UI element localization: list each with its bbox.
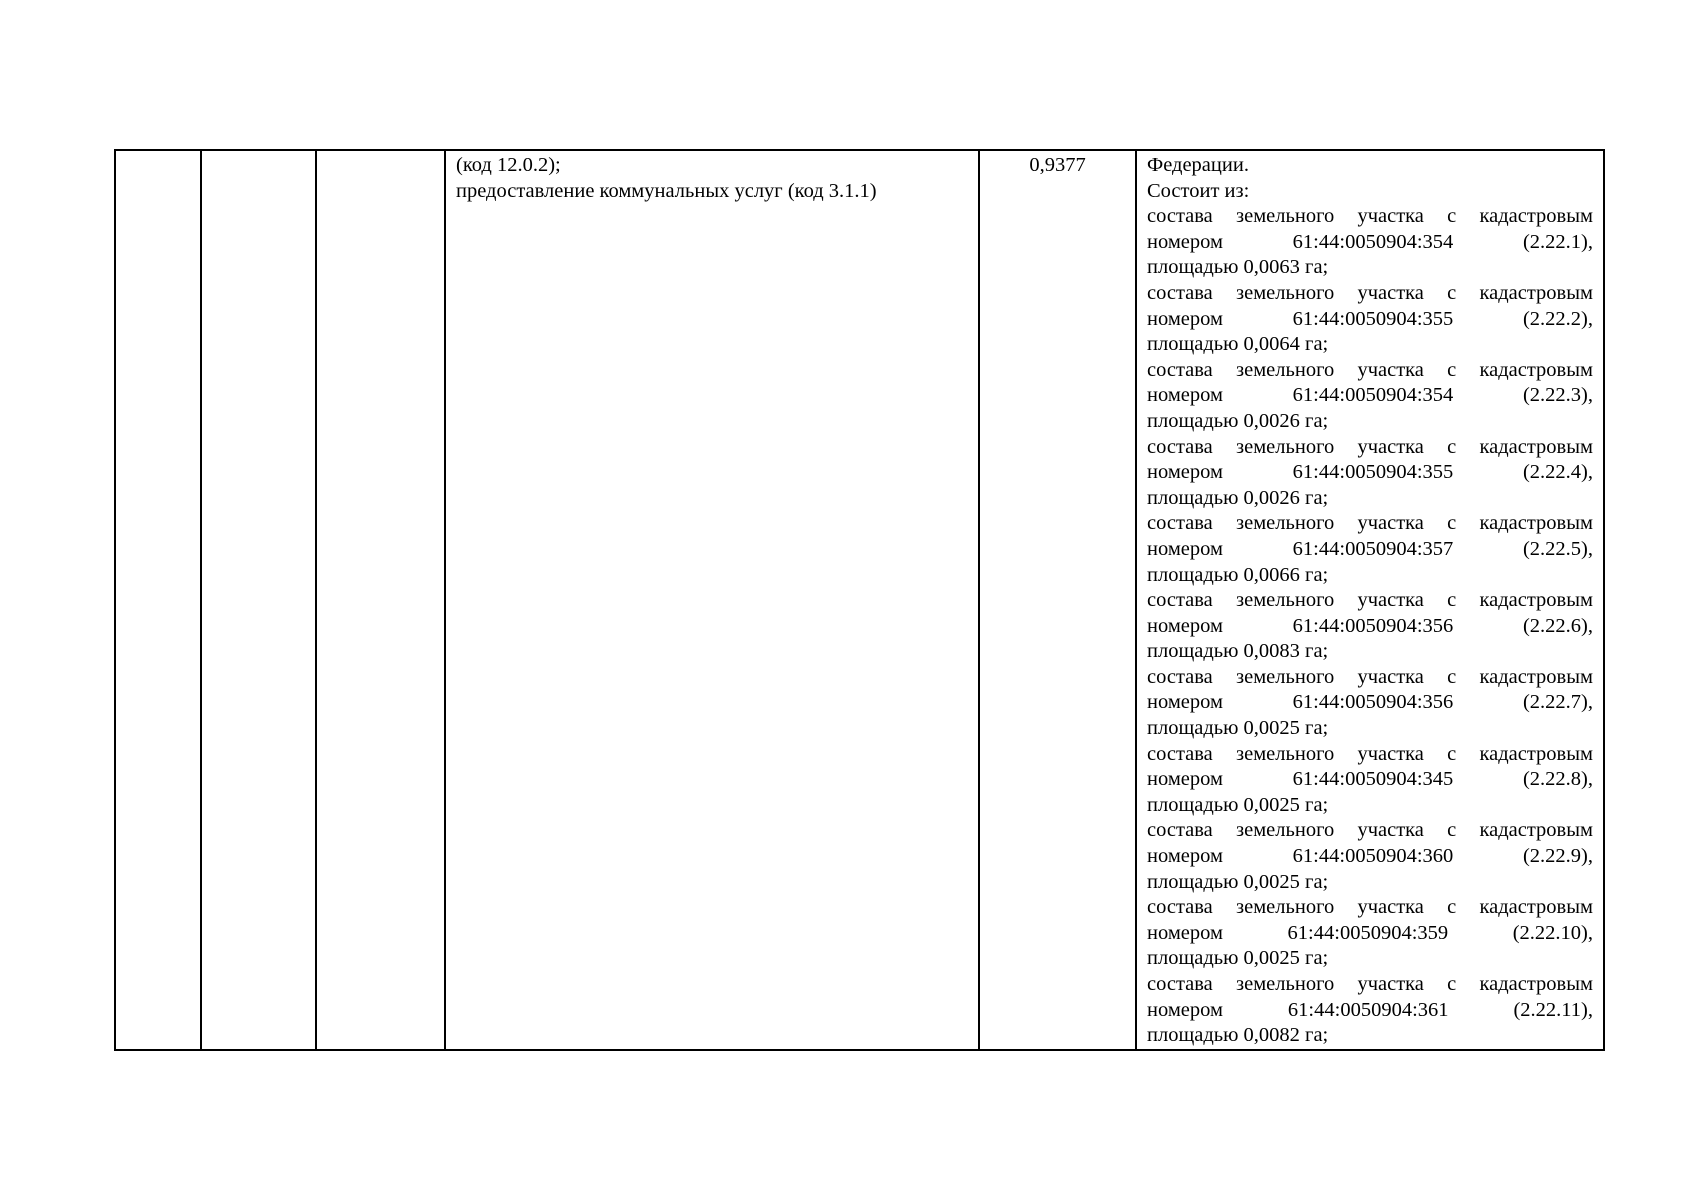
parcel-text: с	[1447, 973, 1457, 995]
cadastral-number: 61:44:0050904:356	[1292, 691, 1454, 714]
parcel-entry	[1147, 204, 1593, 281]
parcel-ref: (2.22.6),	[1522, 614, 1593, 637]
parcel-text: участка	[1357, 742, 1424, 765]
description-heading: Федерации.	[1147, 154, 1249, 176]
parcel-text: земельного	[1236, 435, 1335, 458]
cadastral-number: 61:44:0050904:355	[1292, 307, 1454, 330]
parcel-text: участка	[1357, 896, 1424, 919]
parcel-text: участка	[1357, 435, 1424, 458]
cadastral-number: 61:44:0050904:354	[1292, 230, 1454, 253]
cell-code	[316, 150, 445, 1050]
parcel-text: кадастровым	[1479, 358, 1593, 381]
parcel-text: с	[1447, 358, 1457, 381]
parcel-text: состава	[1147, 205, 1213, 228]
parcel-text: участка	[1357, 973, 1424, 995]
cadastral-number: 61:44:0050904:357	[1292, 537, 1454, 560]
parcel-text: земельного	[1236, 742, 1335, 765]
parcel-text: земельного	[1236, 896, 1335, 919]
parcel-number-label: номером	[1147, 921, 1223, 944]
parcel-text: кадастровым	[1479, 512, 1593, 535]
parcel-area: площадью 0,0025 га;	[1147, 793, 1329, 816]
parcel-text: состава	[1147, 435, 1213, 458]
parcel-entry	[1147, 588, 1593, 665]
parcel-area: площадью 0,0066 га;	[1147, 563, 1329, 586]
parcel-number-label: номером	[1147, 768, 1223, 791]
table-row	[115, 150, 1604, 1050]
parcel-area: площадью 0,0026 га;	[1147, 409, 1329, 432]
parcel-text: кадастровым	[1479, 896, 1593, 919]
parcel-ref: (2.22.11),	[1513, 998, 1593, 1021]
cadastral-number: 61:44:0050904:345	[1292, 768, 1454, 791]
parcel-text: состава	[1147, 358, 1213, 381]
parcel-entry	[1147, 511, 1593, 588]
parcel-text: земельного	[1236, 512, 1335, 535]
parcel-entry	[1147, 818, 1593, 895]
parcel-area: площадью 0,0083 га;	[1147, 640, 1329, 663]
cell-number	[115, 150, 201, 1050]
cell-zone	[201, 150, 316, 1050]
parcel-number-label: номером	[1147, 998, 1223, 1021]
parcel-text: кадастровым	[1479, 819, 1593, 842]
parcel-text: состава	[1147, 512, 1213, 535]
parcel-number-label: номером	[1147, 461, 1223, 484]
parcel-ref: (2.22.9),	[1522, 845, 1593, 868]
parcel-ref: (2.22.1),	[1522, 230, 1593, 253]
parcel-area: площадью 0,0064 га;	[1147, 333, 1329, 356]
cell-permitted-use	[445, 150, 979, 1050]
parcel-text: с	[1447, 205, 1457, 228]
parcel-number-label: номером	[1147, 230, 1223, 253]
parcel-text: состава	[1147, 281, 1213, 304]
parcel-text: участка	[1357, 589, 1424, 612]
parcel-number-label: номером	[1147, 307, 1223, 330]
parcel-text: с	[1447, 281, 1457, 304]
parcel-area: площадью 0,0025 га;	[1147, 870, 1329, 893]
parcel-text: состава	[1147, 819, 1213, 842]
parcel-ref: (2.22.4),	[1522, 461, 1593, 484]
parcel-number-label: номером	[1147, 845, 1223, 868]
permitted-use-line: (код 12.0.2);	[456, 154, 561, 176]
parcel-text: земельного	[1236, 358, 1335, 381]
parcel-text: земельного	[1236, 665, 1335, 688]
parcel-text: состава	[1147, 973, 1213, 995]
parcel-text: земельного	[1236, 205, 1335, 228]
parcel-ref: (2.22.3),	[1522, 384, 1593, 407]
parcel-text: с	[1447, 435, 1457, 458]
parcel-entry	[1147, 895, 1593, 972]
parcel-number-label: номером	[1147, 537, 1223, 560]
parcel-entry	[1147, 281, 1593, 358]
parcel-text: кадастровым	[1479, 973, 1593, 995]
parcel-text: участка	[1357, 205, 1424, 228]
parcel-entry	[1147, 665, 1593, 742]
cadastral-number: 61:44:0050904:360	[1292, 845, 1454, 868]
parcel-text: с	[1447, 665, 1457, 688]
cadastral-number: 61:44:0050904:355	[1292, 461, 1454, 484]
parcel-text: участка	[1357, 665, 1424, 688]
cadastral-number: 61:44:0050904:356	[1292, 614, 1454, 637]
parcel-text: с	[1447, 819, 1457, 842]
cadastral-number: 61:44:0050904:359	[1287, 921, 1449, 944]
parcel-number-label: номером	[1147, 384, 1223, 407]
parcel-text: кадастровым	[1479, 665, 1593, 688]
parcel-text: участка	[1357, 281, 1424, 304]
cadastral-number: 61:44:0050904:361	[1287, 998, 1449, 1021]
parcel-entry	[1147, 358, 1593, 435]
parcel-text: состава	[1147, 665, 1213, 688]
parcel-text: состава	[1147, 896, 1213, 919]
parcel-text: земельного	[1236, 281, 1335, 304]
cadastral-number: 61:44:0050904:354	[1292, 384, 1454, 407]
parcel-text: кадастровым	[1479, 435, 1593, 458]
parcel-text: кадастровым	[1479, 205, 1593, 228]
parcel-area: площадью 0,0025 га;	[1147, 947, 1329, 970]
cell-description	[1136, 150, 1604, 1050]
parcel-area: площадью 0,0082 га;	[1147, 1024, 1329, 1047]
parcel-text: земельного	[1236, 973, 1335, 995]
cell-area	[979, 150, 1136, 1050]
parcel-text: земельного	[1236, 589, 1335, 612]
parcel-text: кадастровым	[1479, 742, 1593, 765]
parcel-ref: (2.22.10),	[1512, 921, 1593, 944]
parcel-entry	[1147, 435, 1593, 512]
parcel-text: земельного	[1236, 819, 1335, 842]
land-table	[114, 149, 1605, 1051]
parcel-text: с	[1447, 589, 1457, 612]
parcel-text: кадастровым	[1479, 589, 1593, 612]
parcel-text: с	[1447, 742, 1457, 765]
parcel-ref: (2.22.8),	[1522, 768, 1593, 791]
parcel-entry	[1147, 972, 1593, 1049]
parcel-text: состава	[1147, 589, 1213, 612]
parcel-ref: (2.22.7),	[1522, 691, 1593, 714]
parcel-text: участка	[1357, 512, 1424, 535]
parcel-ref: (2.22.5),	[1522, 537, 1593, 560]
parcel-area: площадью 0,0063 га;	[1147, 256, 1329, 279]
parcel-text: кадастровым	[1479, 281, 1593, 304]
area-value: 0,9377	[1029, 154, 1086, 176]
parcel-text: с	[1447, 896, 1457, 919]
parcel-entry	[1147, 742, 1593, 819]
parcel-ref: (2.22.2),	[1522, 307, 1593, 330]
permitted-use-line: предоставление коммунальных услуг (код 3.1.1)	[456, 179, 877, 202]
parcel-number-label: номером	[1147, 691, 1223, 714]
parcel-area: площадью 0,0025 га;	[1147, 717, 1329, 740]
parcel-text: состава	[1147, 742, 1213, 765]
parcel-number-label: номером	[1147, 614, 1223, 637]
parcel-text: участка	[1357, 358, 1424, 381]
description-consists-of: Состоит из:	[1147, 179, 1250, 202]
parcel-text: с	[1447, 512, 1457, 535]
parcel-text: участка	[1357, 819, 1424, 842]
parcel-area: площадью 0,0026 га;	[1147, 486, 1329, 509]
